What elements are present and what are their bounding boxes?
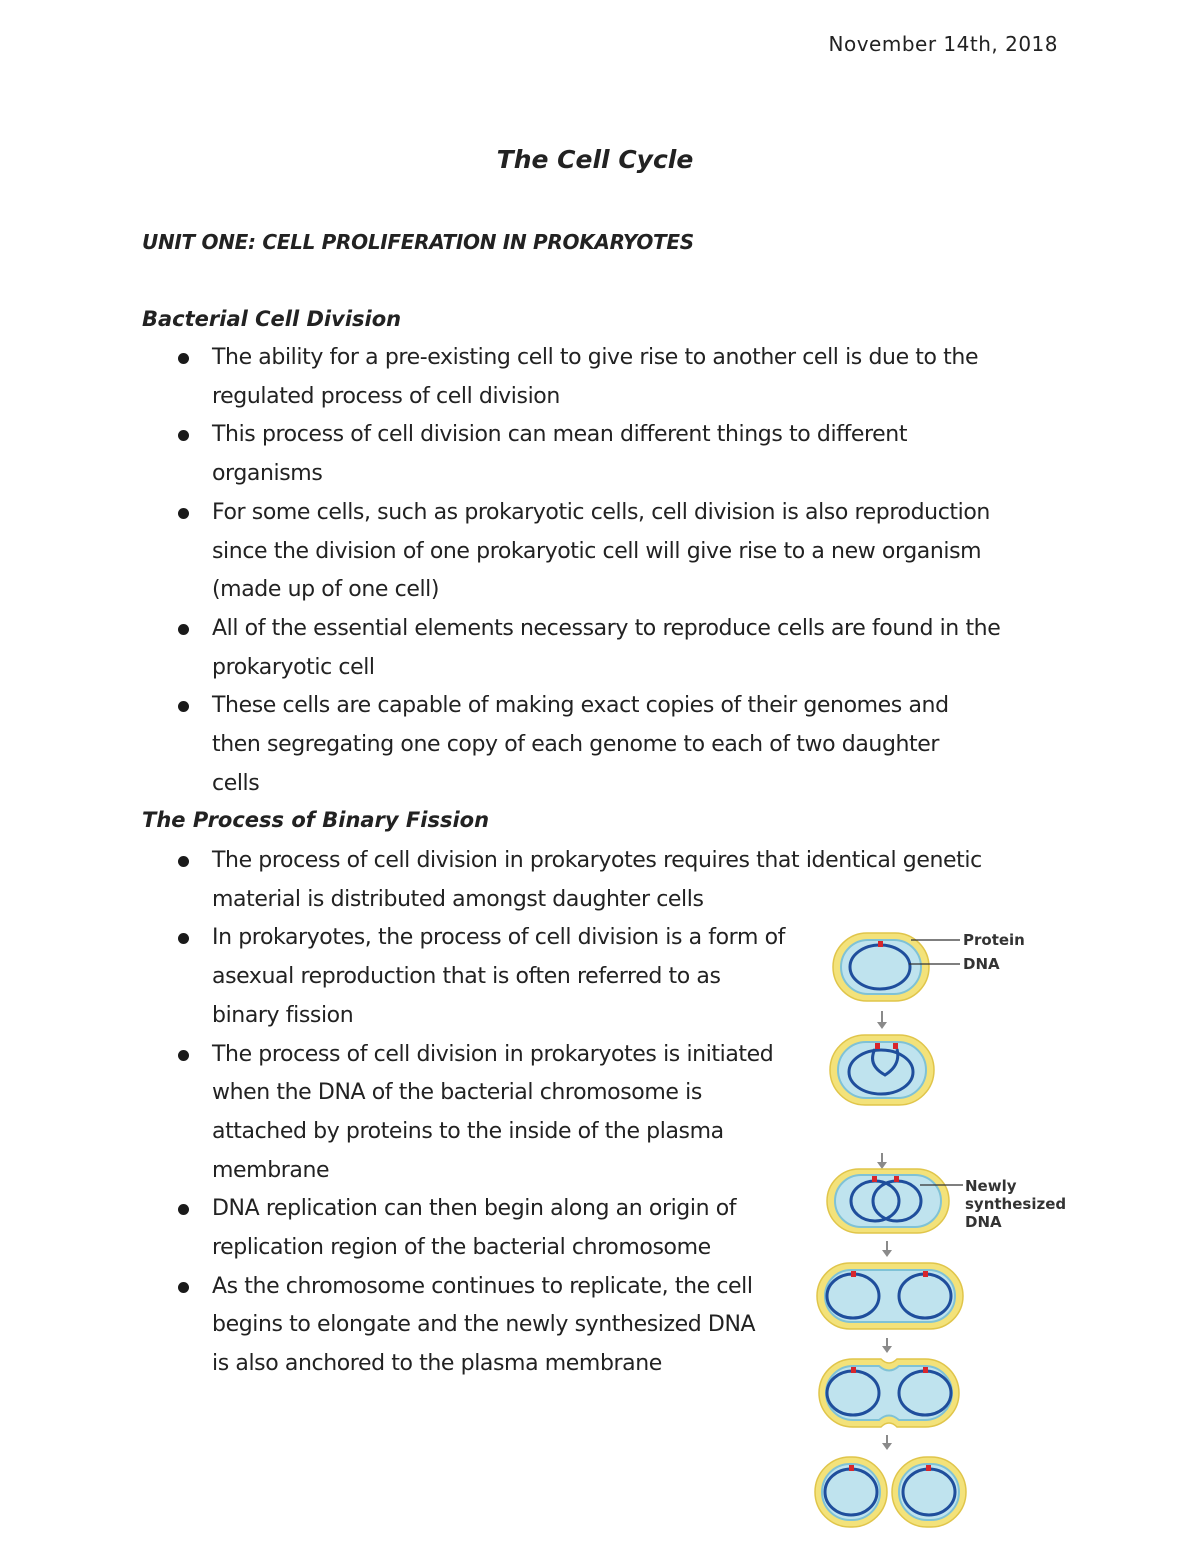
list-item: DNA replication can then begin along an origin of replication region of the bacterial chromosome [170,1190,1070,1267]
list-item: All of the essential elements necessary to reproduce cells are found in the prokaryotic cell [170,610,1070,687]
list-item: This process of cell division can mean different things to different organisms [170,416,1070,493]
bullet-icon [178,933,189,944]
section-heading-binary-fission: The Process of Binary Fission [142,808,490,832]
newly-synthesized-dna-label-2: synthesized [965,1195,1067,1213]
stage-6-daughter-cells [815,1457,966,1527]
arrow-down-icon [882,1435,892,1450]
bullet-icon [178,1282,189,1293]
bullet-icon [178,856,189,867]
bullet-icon [178,430,189,441]
stage-3-cell [827,1169,949,1233]
list-item: The ability for a pre-existing cell to give rise to another cell is due to the regulated process of cell division [170,339,1070,416]
arrow-down-icon [882,1241,892,1257]
arrow-down-icon [877,1153,887,1169]
stage-2-cell [830,1035,934,1105]
bullet-icon [178,1050,189,1061]
bullet-icon [178,701,189,712]
stage-1-cell [833,933,929,1001]
arrow-down-icon [877,1011,887,1029]
newly-synthesized-dna-label-1: Newly [965,1177,1017,1195]
page-title: The Cell Cycle [496,145,694,174]
arrow-down-icon [882,1338,892,1353]
list-item: These cells are capable of making exact copies of their genomes and then segregating one copy of each genome to each of two daughter cells [170,687,1070,803]
binary-fission-diagram [805,925,1075,1535]
bullet-icon [178,353,189,364]
list-item: As the chromosome continues to replicate, the cell begins to elongate and the newly synthesized DNA is also anchored to the plasma membrane [170,1268,1070,1384]
newly-synthesized-dna-label-3: DNA [965,1213,1002,1231]
list-item: For some cells, such as prokaryotic cells, cell division is also reproduction since the division of one prokaryotic cell will give rise to a new organism (made up of one cell) [170,494,1070,610]
list-item: In prokaryotes, the process of cell division is a form of asexual reproduction that is often referred to as binary fission [170,919,1070,1035]
bullet-icon [178,624,189,635]
unit-heading: UNIT ONE: CELL PROLIFERATION IN PROKARYOTES [142,230,694,254]
section-heading-bacterial-cell-division: Bacterial Cell Division [142,307,402,331]
stage-5-cell [819,1359,959,1427]
document-date: November 14th, 2018 [828,32,1058,56]
bullet-icon [178,508,189,519]
protein-label: Protein [963,931,1025,949]
list-item: The process of cell division in prokaryotes is initiated when the DNA of the bacterial chromosome is attached by proteins to the inside of the plasma membrane [170,1036,1070,1191]
dna-label: DNA [963,955,1000,973]
bullet-icon [178,1204,189,1215]
list-item: The process of cell division in prokaryotes requires that identical genetic material is distributed amongst daughter cells [170,842,1070,919]
stage-4-cell [817,1263,963,1329]
bacterial-cell-division-list [170,339,1070,803]
